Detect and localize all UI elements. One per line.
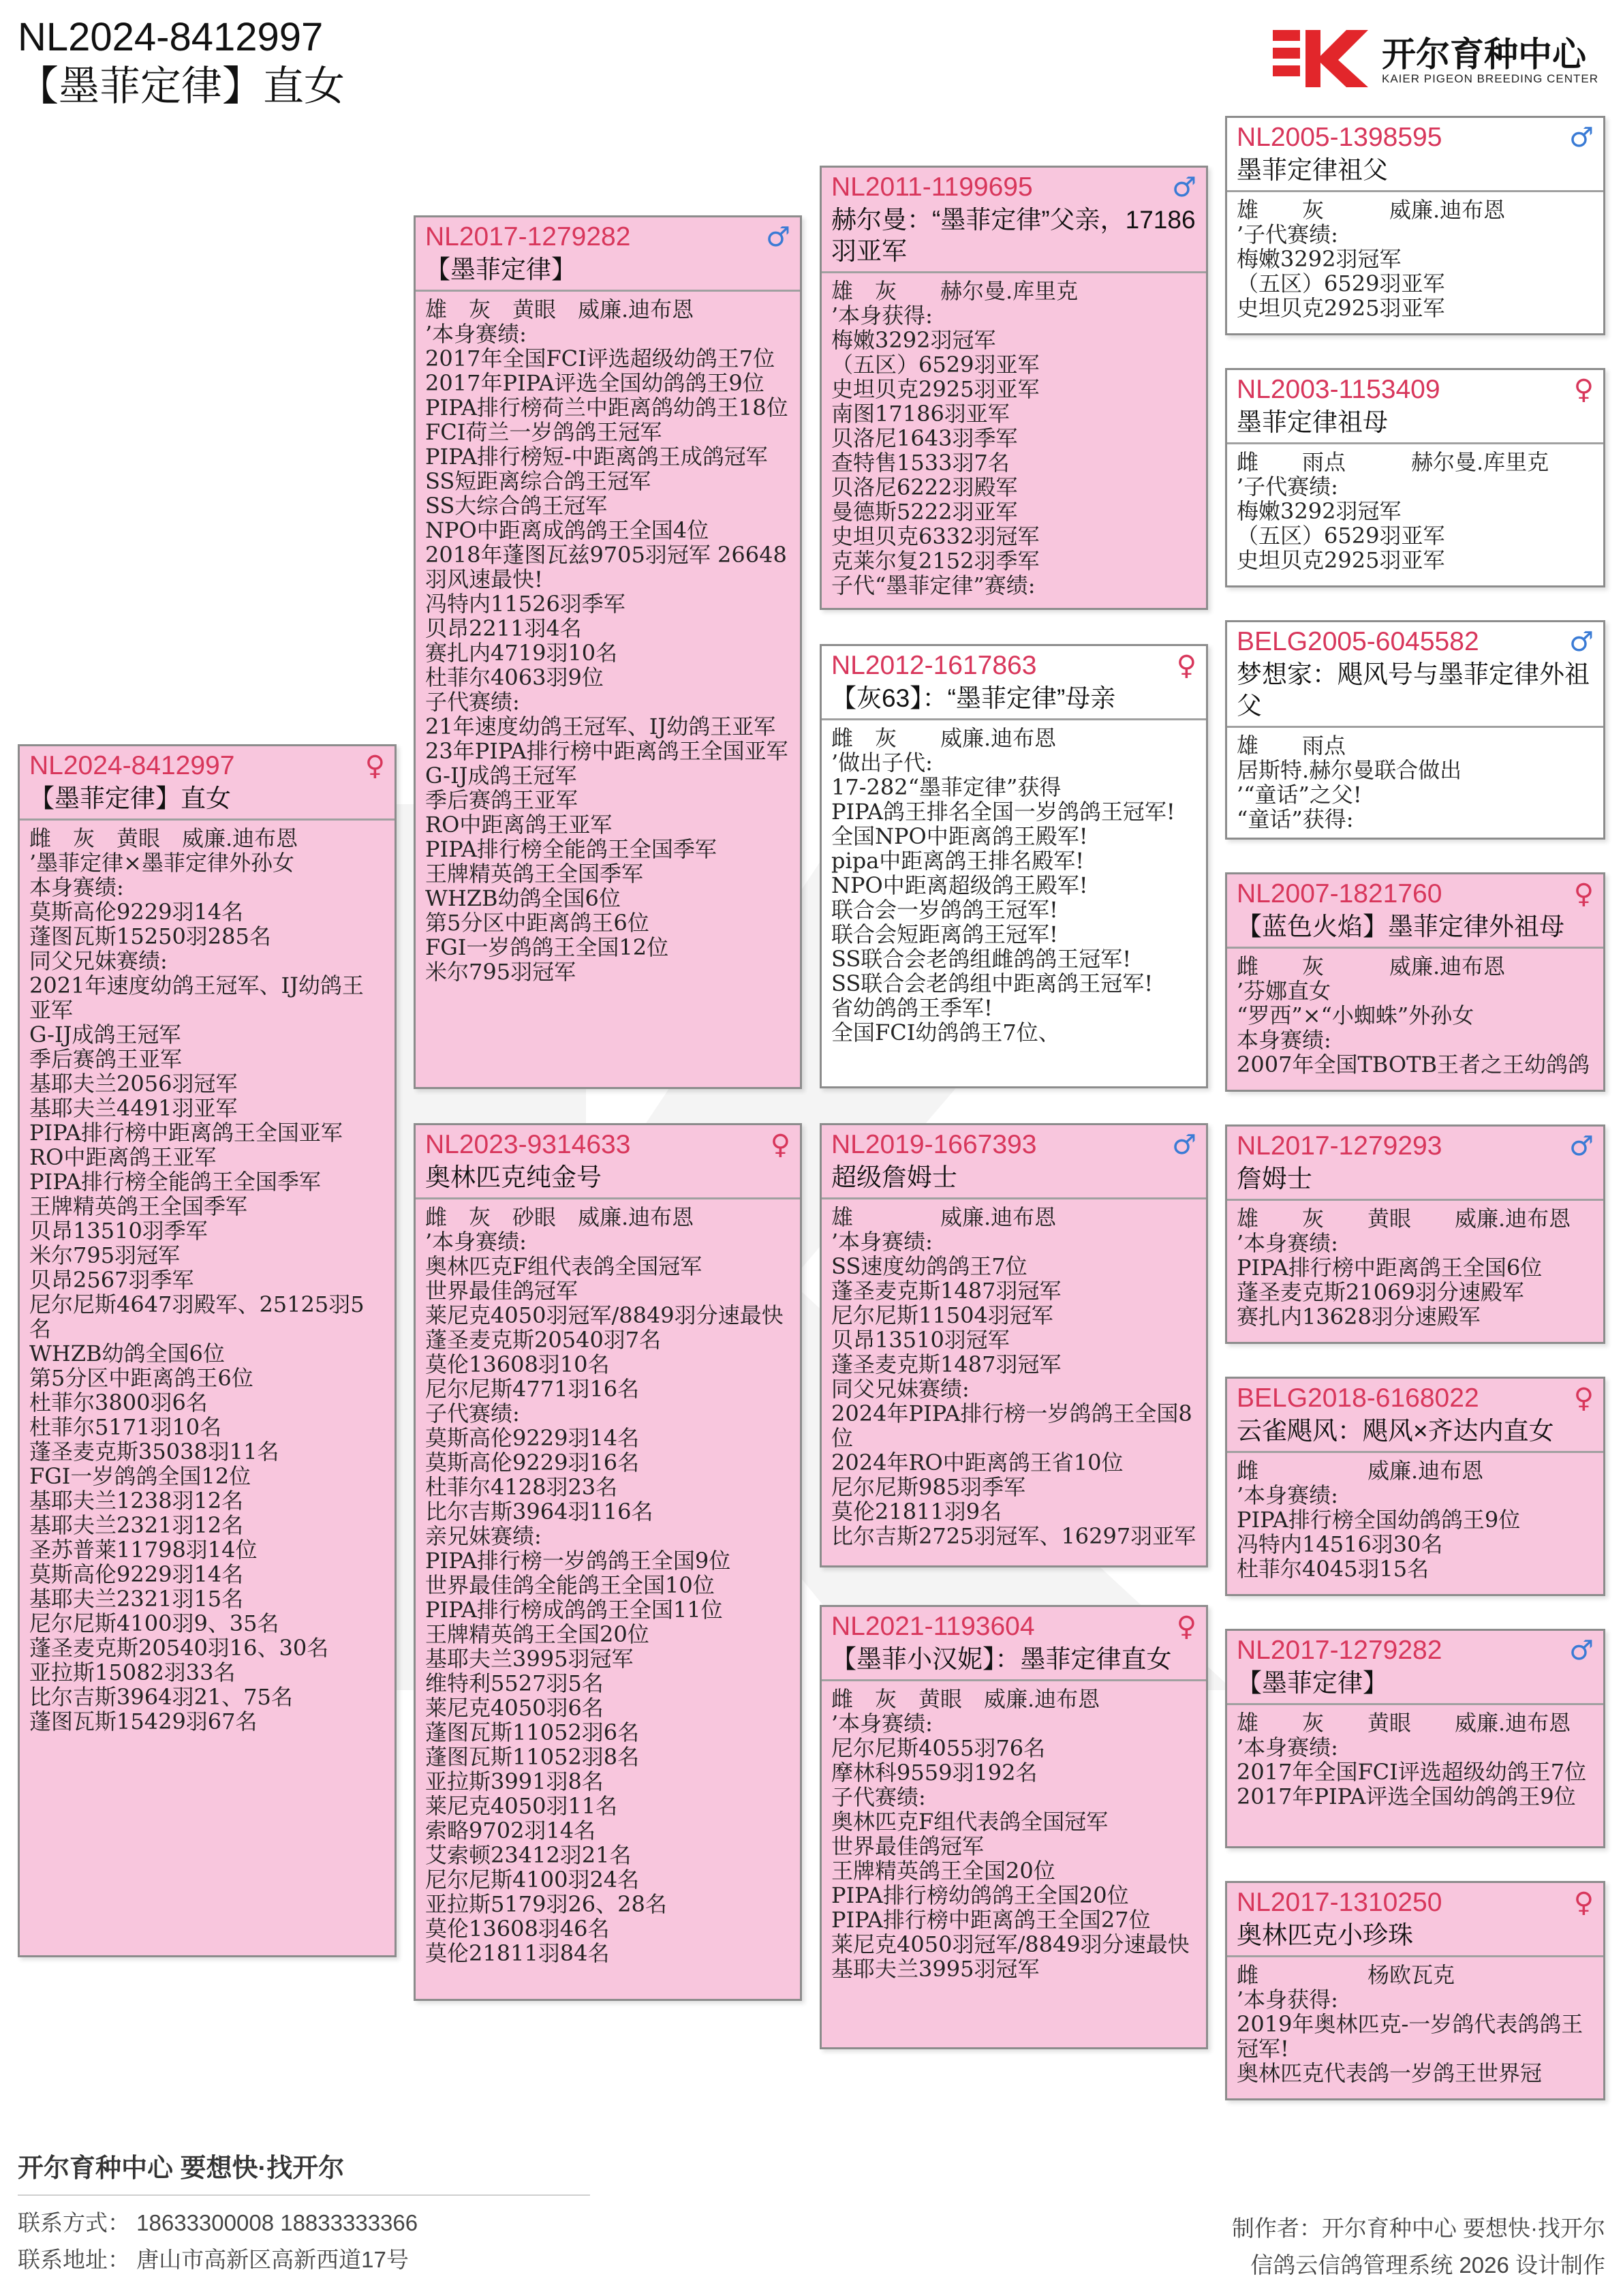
record-line: 居斯特.赫尔曼联合做出 bbox=[1237, 757, 1462, 783]
card-header bbox=[822, 1125, 1206, 1199]
pedigree-card-sire-sire[interactable] bbox=[820, 166, 1208, 610]
card-body bbox=[1227, 444, 1603, 572]
record-line: 贝昂2211羽4名 bbox=[425, 615, 582, 641]
record-line: SS联合会老鸽组中距离鸽王冠军! bbox=[831, 970, 1154, 996]
record-line: ’子代赛绩: bbox=[1237, 474, 1338, 500]
record-line: ’“童话”之父! bbox=[1237, 782, 1362, 808]
record-line: pipa中距离鸽王排名殿军! bbox=[831, 848, 1085, 874]
record-line: 2017年PIPA评选全国幼鸽鸽王9位 bbox=[425, 370, 764, 396]
pedigree-card-sss[interactable] bbox=[1225, 116, 1605, 335]
record-line: 2021年速度幼鸽王冠军、IJ幼鸽王亚军 bbox=[29, 973, 364, 1023]
record-line: 冯特内11526羽季军 bbox=[425, 591, 625, 617]
record-line: 杜菲尔4045羽15名 bbox=[1237, 1556, 1429, 1582]
ring-number: NL2011-1199695 bbox=[831, 172, 1033, 202]
record-line: 全国FCI幼鸽鸽王7位、 bbox=[831, 1020, 1060, 1045]
record-line: 莱尼克4050羽6名 bbox=[425, 1695, 604, 1721]
record-line: 雌 灰 威廉.迪布恩 bbox=[831, 725, 1057, 751]
ring-number: BELG2005-6045582 bbox=[1237, 627, 1479, 656]
record-line: （五区）6529羽亚军 bbox=[831, 352, 1040, 378]
record-line: 2024年RO中距离鸽王省10位 bbox=[831, 1450, 1124, 1475]
record-line: 雄 灰 黄眼 威廉.迪布恩 bbox=[1237, 1710, 1571, 1736]
record-line: G-IJ成鸽王冠军 bbox=[29, 1022, 181, 1047]
record-line: 比尔吉斯2725羽冠军、16297羽亚军 bbox=[831, 1523, 1196, 1549]
brand-name-en: KAIER PIGEON BREEDING CENTER bbox=[1382, 72, 1598, 85]
pedigree-card-dam[interactable] bbox=[414, 1123, 802, 2001]
pedigree-card-dss[interactable] bbox=[1225, 1124, 1605, 1344]
record-line: RO中距离鸽王亚军 bbox=[425, 812, 613, 838]
record-line: FCI荷兰一岁鸽鸽王冠军 bbox=[425, 419, 662, 445]
record-line: 雄 灰 黄眼 威廉.迪布恩 bbox=[1237, 1206, 1571, 1231]
record-line: 王牌精英鸽王全国20位 bbox=[831, 1858, 1055, 1884]
card-header bbox=[20, 746, 395, 821]
card-body bbox=[822, 273, 1206, 598]
record-line: 莫斯高伦9229羽16名 bbox=[425, 1450, 640, 1475]
card-body bbox=[1227, 1201, 1603, 1329]
record-line: 雌 灰 威廉.迪布恩 bbox=[1237, 953, 1506, 979]
card-body bbox=[822, 1681, 1206, 1981]
card-body bbox=[416, 1199, 800, 1965]
card-body bbox=[1227, 949, 1603, 1077]
record-line: 南图17186羽亚军 bbox=[831, 401, 1010, 427]
record-line: ’本身赛绩: bbox=[831, 1711, 933, 1736]
record-line: WHZB幼鸽全国6位 bbox=[29, 1341, 225, 1366]
record-line: 米尔795羽冠军 bbox=[29, 1242, 181, 1268]
record-line: 史坦贝克2925羽亚军 bbox=[1237, 295, 1445, 321]
record-line: 2017年PIPA评选全国幼鸽鸽王9位 bbox=[1237, 1784, 1576, 1809]
record-line: 杜菲尔4063羽9位 bbox=[425, 664, 604, 690]
record-line: 蓬图瓦斯15250羽285名 bbox=[29, 923, 271, 949]
card-header bbox=[1227, 1883, 1603, 1957]
pigeon-name: 梦想家：飓风号与墨菲定律外祖父 bbox=[1237, 660, 1590, 720]
record-line: 第5分区中距离鸽王6位 bbox=[425, 910, 649, 936]
card-body bbox=[20, 821, 395, 1734]
record-line: ’本身获得: bbox=[1237, 1987, 1338, 2012]
female-sex-icon: ♀ bbox=[1573, 1383, 1594, 1414]
record-line: 2007年全国TBOTB王者之王幼鸽鸽 bbox=[1237, 1052, 1590, 1077]
footer-address: 联系地址： 唐山市高新区高新西道17号 bbox=[18, 2247, 409, 2272]
male-sex-icon: ♂ bbox=[1569, 1635, 1594, 1666]
record-line: 梅嫩3292羽冠军 bbox=[1237, 498, 1402, 524]
ring-number: NL2017-1279293 bbox=[1237, 1131, 1442, 1161]
record-line: 比尔吉斯3964羽116名 bbox=[425, 1499, 653, 1525]
record-line: 23年PIPA排行榜中距离鸽王全国亚军 bbox=[425, 738, 788, 764]
card-body bbox=[1227, 192, 1603, 320]
ring-number: NL2005-1398595 bbox=[1237, 123, 1442, 152]
record-line: 摩林科9559羽192名 bbox=[831, 1760, 1038, 1786]
pigeon-name: 墨菲定律祖父 bbox=[1237, 156, 1388, 184]
card-header bbox=[822, 1607, 1206, 1681]
record-line: 史坦贝克2925羽亚军 bbox=[831, 376, 1040, 402]
record-line: 本身赛绩: bbox=[1237, 1027, 1331, 1053]
female-sex-icon: ♀ bbox=[1176, 650, 1196, 682]
record-line: 雄 雨点 bbox=[1237, 733, 1346, 759]
page-ring-number: NL2024-8412997 bbox=[18, 15, 324, 59]
record-line: PIPA排行榜中距离鸽王全国亚军 bbox=[29, 1120, 343, 1146]
footer-system: 信鸽云信鸽管理系统 2026 设计制作 bbox=[1250, 2252, 1605, 2278]
record-line: （五区）6529羽亚军 bbox=[1237, 523, 1445, 549]
record-line: 梅嫩3292羽冠军 bbox=[1237, 246, 1402, 272]
record-line: 圣苏普莱11798羽14位 bbox=[29, 1537, 258, 1563]
pigeon-name: 奥林匹克纯金号 bbox=[425, 1163, 602, 1191]
record-line: 莫斯高伦9229羽14名 bbox=[29, 1561, 244, 1587]
record-line: （五区）6529羽亚军 bbox=[1237, 271, 1445, 296]
record-line: 雌 灰 砂眼 威廉.迪布恩 bbox=[425, 1204, 694, 1230]
record-line: 基耶夫兰2056羽冠军 bbox=[29, 1071, 238, 1097]
record-line: PIPA排行榜荷兰中距离鸽幼鸽王18位 bbox=[425, 395, 788, 420]
record-line: 雌 灰 黄眼 威廉.迪布恩 bbox=[29, 825, 298, 851]
record-line: 赛扎内13628羽分速殿军 bbox=[1237, 1304, 1481, 1330]
record-line: 同父兄妹赛绩: bbox=[29, 948, 168, 974]
record-line: 贝洛尼1643羽季军 bbox=[831, 425, 1018, 451]
record-line: PIPA排行榜中距离鸽王全国6位 bbox=[1237, 1255, 1543, 1281]
ring-number: NL2017-1279282 bbox=[425, 222, 631, 251]
pedigree-card-sdd[interactable] bbox=[1225, 872, 1605, 1092]
record-line: 子代“墨菲定律”赛绩: bbox=[831, 572, 1036, 598]
record-line: 子代赛绩: bbox=[425, 689, 520, 715]
record-line: 同父兄妹赛绩: bbox=[831, 1376, 970, 1402]
record-line: 尼尔尼斯4100羽24名 bbox=[425, 1867, 640, 1893]
record-line: 莱尼克4050羽冠军/8849羽分速最快 bbox=[425, 1302, 784, 1328]
record-line: 蓬圣麦克斯1487羽冠军 bbox=[831, 1351, 1062, 1377]
page-title: 【墨菲定律】直女 bbox=[18, 63, 345, 109]
record-line: ’本身赛绩: bbox=[425, 321, 527, 347]
ring-number: NL2003-1153409 bbox=[1237, 375, 1440, 404]
card-header bbox=[1227, 1127, 1603, 1201]
pedigree-card-dam-sire[interactable] bbox=[820, 1123, 1208, 1567]
record-line: 季后赛鸽王亚军 bbox=[29, 1046, 183, 1072]
record-line: ’墨菲定律×墨菲定律外孙女 bbox=[29, 850, 294, 876]
card-header bbox=[822, 646, 1206, 720]
card-header bbox=[822, 168, 1206, 273]
record-line: 尼尔尼斯11504羽冠军 bbox=[831, 1302, 1053, 1328]
record-line: G-IJ成鸽王冠军 bbox=[425, 763, 577, 789]
ring-number: NL2017-1279282 bbox=[1237, 1636, 1442, 1665]
female-sex-icon: ♀ bbox=[1573, 878, 1594, 910]
card-body bbox=[1227, 728, 1603, 831]
record-line: 蓬圣麦克斯20540羽7名 bbox=[425, 1327, 662, 1353]
record-line: 尼尔尼斯4100羽9、35名 bbox=[29, 1610, 279, 1636]
pigeon-name: 赫尔曼：“墨菲定律”父亲，17186羽亚军 bbox=[831, 206, 1196, 265]
record-line: 蓬圣麦克斯21069羽分速殿军 bbox=[1237, 1279, 1524, 1305]
record-line: 雄 灰 黄眼 威廉.迪布恩 bbox=[425, 296, 694, 322]
pigeon-name: 【墨菲小汉妮】：墨菲定律直女 bbox=[831, 1645, 1172, 1673]
card-body bbox=[822, 1199, 1206, 1548]
record-line: 亚拉斯15082羽33名 bbox=[29, 1659, 236, 1685]
male-sex-icon: ♂ bbox=[1569, 1131, 1594, 1162]
record-line: 基耶夫兰3995羽冠军 bbox=[831, 1956, 1040, 1982]
record-line: ’本身赛绩: bbox=[1237, 1482, 1338, 1508]
ring-number: NL2021-1193604 bbox=[831, 1612, 1035, 1641]
record-line: 雄 威廉.迪布恩 bbox=[831, 1204, 1057, 1230]
record-line: 冯特内14516羽30名 bbox=[1237, 1531, 1443, 1557]
ring-number: NL2017-1310250 bbox=[1237, 1888, 1442, 1917]
record-line: 世界最佳鸽全能鸽王全国10位 bbox=[425, 1572, 715, 1598]
record-line: 史坦贝克2925羽亚军 bbox=[1237, 547, 1445, 573]
card-body bbox=[1227, 1957, 1603, 2085]
card-body bbox=[416, 292, 800, 984]
record-line: 第5分区中距离鸽王6位 bbox=[29, 1365, 253, 1391]
female-sex-icon: ♀ bbox=[365, 750, 385, 782]
record-line: PIPA鸽王排名全国一岁鸽鸽王冠军! bbox=[831, 799, 1175, 825]
record-line: PIPA排行榜全能鸽王全国季军 bbox=[29, 1169, 321, 1195]
record-line: 莫伦13608羽46名 bbox=[425, 1916, 610, 1942]
record-line: 子代赛绩: bbox=[831, 1784, 926, 1810]
card-body bbox=[822, 720, 1206, 1045]
pigeon-name: 云雀飓风：飓风×齐达内直女 bbox=[1237, 1417, 1554, 1445]
record-line: 世界最佳鸽冠军 bbox=[425, 1278, 578, 1304]
record-line: 蓬圣麦克斯1487羽冠军 bbox=[831, 1278, 1062, 1304]
ring-number: NL2024-8412997 bbox=[29, 751, 235, 780]
record-line: 2017年全国FCI评选超级幼鸽王7位 bbox=[1237, 1759, 1587, 1785]
record-line: PIPA排行榜一岁鸽鸽王全国9位 bbox=[425, 1548, 731, 1574]
male-sex-icon: ♂ bbox=[1569, 626, 1594, 658]
pedigree-card-dsd[interactable] bbox=[1225, 1377, 1605, 1596]
record-line: 2024年PIPA排行榜一岁鸽鸽王全国8位 bbox=[831, 1400, 1192, 1451]
record-line: 莱尼克4050羽11名 bbox=[425, 1793, 618, 1819]
brand-name: 开尔育种中心 bbox=[1382, 35, 1586, 74]
record-line: 亚拉斯5179羽26、28名 bbox=[425, 1891, 667, 1917]
pigeon-name: 超级詹姆士 bbox=[831, 1163, 957, 1191]
footer-divider bbox=[18, 2194, 590, 2196]
pedigree-card-dds[interactable] bbox=[1225, 1629, 1605, 1848]
pigeon-name: 奥林匹克小珍珠 bbox=[1237, 1921, 1413, 1949]
record-line: 尼尔尼斯4055羽76名 bbox=[831, 1735, 1046, 1761]
pedigree-card-ddd[interactable] bbox=[1225, 1881, 1605, 2100]
card-header bbox=[1227, 370, 1603, 444]
record-line: 杜菲尔3800羽6名 bbox=[29, 1390, 208, 1415]
record-line: 梅嫩3292羽冠军 bbox=[831, 327, 996, 353]
female-sex-icon: ♀ bbox=[1573, 374, 1594, 405]
brand-logo bbox=[1273, 25, 1607, 93]
record-line: 本身赛绩: bbox=[29, 874, 124, 900]
record-line: 蓬圣麦克斯35038羽11名 bbox=[29, 1439, 279, 1465]
ring-number: NL2012-1617863 bbox=[831, 651, 1037, 680]
female-sex-icon: ♀ bbox=[1573, 1887, 1594, 1918]
record-line: ’本身赛绩: bbox=[1237, 1230, 1338, 1256]
record-line: RO中距离鸽王亚军 bbox=[29, 1144, 217, 1170]
record-line: ’做出子代: bbox=[831, 750, 933, 776]
record-line: 联合会短距离鸽王冠军! bbox=[831, 921, 1058, 947]
record-line: ’子代赛绩: bbox=[1237, 221, 1338, 247]
record-line: FGI一岁鸽鸽全国12位 bbox=[29, 1463, 251, 1489]
record-line: 亚拉斯3991羽8名 bbox=[425, 1769, 604, 1794]
footer-brand: 开尔育种中心 要想快·找开尔 bbox=[18, 2154, 345, 2183]
record-line: PIPA排行榜成鸽鸽王全国11位 bbox=[425, 1597, 723, 1623]
record-line: 雌 雨点 赫尔曼.库里克 bbox=[1237, 449, 1549, 475]
record-line: 王牌精英鸽王全国季军 bbox=[29, 1193, 248, 1219]
female-sex-icon: ♀ bbox=[770, 1129, 790, 1161]
pedigree-card-subject[interactable] bbox=[18, 744, 397, 1957]
card-body bbox=[1227, 1453, 1603, 1581]
pigeon-name: 詹姆士 bbox=[1237, 1165, 1312, 1193]
card-header bbox=[1227, 1379, 1603, 1453]
record-line: 奥林匹克F组代表鸽全国冠军 bbox=[831, 1809, 1109, 1835]
record-line: PIPA排行榜全国幼鸽鸽王9位 bbox=[1237, 1507, 1521, 1533]
card-header bbox=[416, 1125, 800, 1199]
record-line: 史坦贝克6332羽冠军 bbox=[831, 523, 1040, 549]
record-line: 尼尔尼斯985羽季军 bbox=[831, 1474, 1026, 1500]
record-line: 比尔吉斯3964羽21、75名 bbox=[29, 1684, 293, 1710]
pigeon-name: 【墨菲定律】 bbox=[1237, 1669, 1388, 1697]
record-line: 莫斯高伦9229羽14名 bbox=[29, 899, 244, 925]
record-line: ’本身获得: bbox=[831, 303, 933, 328]
ring-number: BELG2018-6168022 bbox=[1237, 1383, 1479, 1413]
record-line: PIPA排行榜中距离鸽王全国27位 bbox=[831, 1907, 1151, 1933]
pigeon-name: 【蓝色火焰】墨菲定律外祖母 bbox=[1237, 913, 1564, 940]
record-line: 莫伦21811羽84名 bbox=[425, 1940, 610, 1966]
record-line: SS联合会老鸽组雌鸽鸽王冠军! bbox=[831, 946, 1132, 972]
record-line: 省幼鸽鸽王季军! bbox=[831, 995, 993, 1021]
record-line: 奥林匹克代表鸽一岁鸽王世界冠 bbox=[1237, 2060, 1543, 2086]
male-sex-icon: ♂ bbox=[1569, 122, 1594, 153]
record-line: 雄 灰 赫尔曼.库里克 bbox=[831, 278, 1079, 304]
record-line: 全国NPO中距离鸽王殿军! bbox=[831, 823, 1088, 849]
record-line: 蓬圣麦克斯20540羽16、30名 bbox=[29, 1635, 329, 1661]
record-line: “罗西”×“小蜘蛛”外孙女 bbox=[1237, 1002, 1474, 1028]
record-line: 基耶夫兰2321羽15名 bbox=[29, 1586, 244, 1612]
record-line: 维特利5527羽5名 bbox=[425, 1670, 604, 1696]
record-line: 王牌精英鸽王全国20位 bbox=[425, 1621, 649, 1647]
pigeon-name: 【灰63】：“墨菲定律”母亲 bbox=[831, 684, 1116, 712]
pedigree-card-sds[interactable] bbox=[1225, 620, 1605, 840]
record-line: 贝昂13510羽冠军 bbox=[831, 1327, 1010, 1353]
pedigree-card-dam-dam[interactable] bbox=[820, 1605, 1208, 2049]
pigeon-name: 【墨菲定律】 bbox=[425, 256, 576, 284]
record-line: WHZB幼鸽全国6位 bbox=[425, 885, 621, 911]
record-line: 莫伦21811羽9名 bbox=[831, 1499, 1002, 1525]
male-sex-icon: ♂ bbox=[1172, 172, 1196, 203]
record-line: NPO中距离超级鸽王殿军! bbox=[831, 872, 1088, 898]
ring-number: NL2019-1667393 bbox=[831, 1130, 1037, 1159]
kaier-logo-icon bbox=[1273, 25, 1375, 93]
record-line: 2018年蓬图瓦兹9705羽冠军 26648羽风速最快! bbox=[425, 542, 787, 592]
record-line: 杜菲尔5171羽10名 bbox=[29, 1414, 222, 1440]
male-sex-icon: ♂ bbox=[1172, 1129, 1196, 1161]
record-line: 艾索顿23412羽21名 bbox=[425, 1842, 632, 1868]
card-header bbox=[416, 217, 800, 292]
record-line: 杜菲尔4128羽23名 bbox=[425, 1474, 618, 1500]
record-line: 贝昂2567羽季军 bbox=[29, 1267, 194, 1293]
ring-number: NL2023-9314633 bbox=[425, 1130, 631, 1159]
record-line: FGI一岁鸽鸽王全国12位 bbox=[425, 934, 669, 960]
pigeon-name: 墨菲定律祖母 bbox=[1237, 408, 1388, 436]
record-line: 尼尔尼斯4771羽16名 bbox=[425, 1376, 640, 1402]
record-line: “童话”获得: bbox=[1237, 806, 1354, 832]
record-line: PIPA排行榜幼鸽鸽王全国20位 bbox=[831, 1882, 1129, 1908]
record-line: 2019年奥林匹克-一岁鸽代表鸽鸽王冠军! bbox=[1237, 2011, 1583, 2062]
record-line: 基耶夫兰1238羽12名 bbox=[29, 1488, 244, 1514]
record-line: 雌 灰 黄眼 威廉.迪布恩 bbox=[831, 1686, 1100, 1712]
record-line: 莫斯高伦9229羽14名 bbox=[425, 1425, 640, 1451]
record-line: 雌 威廉.迪布恩 bbox=[1237, 1458, 1484, 1484]
card-body bbox=[1227, 1705, 1603, 1809]
record-line: 赛扎内4719羽10名 bbox=[425, 640, 618, 666]
record-line: PIPA排行榜短-中距离鸽王成鸽冠军 bbox=[425, 444, 768, 470]
record-line: 克莱尔复2152羽季军 bbox=[831, 548, 1040, 574]
record-line: ’本身赛绩: bbox=[1237, 1734, 1338, 1760]
record-line: 雄 灰 威廉.迪布恩 bbox=[1237, 197, 1506, 223]
record-line: 季后赛鸽王亚军 bbox=[425, 787, 578, 813]
record-line: 莫伦13608羽10名 bbox=[425, 1351, 610, 1377]
record-line: 基耶夫兰3995羽冠军 bbox=[425, 1646, 634, 1672]
pigeon-name: 【墨菲定律】直女 bbox=[29, 784, 231, 812]
record-line: 王牌精英鸽王全国季军 bbox=[425, 861, 644, 887]
record-line: 21年速度幼鸽王冠军、IJ幼鸽王亚军 bbox=[425, 714, 776, 739]
record-line: 曼德斯5222羽亚军 bbox=[831, 499, 1018, 525]
record-line: 2017年全国FCI评选超级幼鸽王7位 bbox=[425, 346, 775, 371]
record-line: PIPA排行榜全能鸽王全国季军 bbox=[425, 836, 717, 862]
record-line: 世界最佳鸽冠军 bbox=[831, 1833, 985, 1859]
record-line: 尼尔尼斯4647羽殿军、25125羽5名 bbox=[29, 1291, 365, 1342]
record-line: 蓬图瓦斯11052羽8名 bbox=[425, 1744, 640, 1770]
record-line: ’本身赛绩: bbox=[831, 1229, 933, 1255]
pedigree-card-ssd[interactable] bbox=[1225, 368, 1605, 587]
pedigree-card-sire[interactable] bbox=[414, 215, 802, 1089]
record-line: ’芬娜直女 bbox=[1237, 978, 1331, 1004]
record-line: 基耶夫兰4491羽亚军 bbox=[29, 1095, 238, 1121]
footer-contact: 联系方式： 18633300008 18833333366 bbox=[18, 2210, 418, 2235]
male-sex-icon: ♂ bbox=[766, 221, 790, 253]
record-line: 基耶夫兰2321羽12名 bbox=[29, 1512, 244, 1538]
record-line: SS大综合鸽王冠军 bbox=[425, 493, 608, 519]
record-line: 索略9702羽14名 bbox=[425, 1818, 596, 1843]
footer-maker: 制作者：开尔育种中心 要想快·找开尔 bbox=[1231, 2216, 1605, 2241]
record-line: SS短距离综合鸽王冠军 bbox=[425, 468, 651, 494]
record-line: NPO中距离成鸽鸽王全国4位 bbox=[425, 517, 709, 543]
pedigree-card-sire-dam[interactable] bbox=[820, 644, 1208, 1088]
record-line: ’本身赛绩: bbox=[425, 1229, 527, 1255]
record-line: 联合会一岁鸽鸽王冠军! bbox=[831, 897, 1058, 923]
record-line: 子代赛绩: bbox=[425, 1400, 520, 1426]
record-line: 蓬图瓦斯15429羽67名 bbox=[29, 1709, 258, 1734]
card-header bbox=[1227, 874, 1603, 949]
ring-number: NL2007-1821760 bbox=[1237, 879, 1442, 908]
record-line: 亲兄妹赛绩: bbox=[425, 1523, 542, 1549]
card-header bbox=[1227, 118, 1603, 192]
record-line: 查特售1533羽7名 bbox=[831, 450, 1010, 476]
record-line: 雌 杨欧瓦克 bbox=[1237, 1962, 1455, 1988]
record-line: SS速度幼鸽鸽王7位 bbox=[831, 1253, 1027, 1279]
record-line: 莱尼克4050羽冠军/8849羽分速最快 bbox=[831, 1931, 1190, 1957]
record-line: 贝昂13510羽季军 bbox=[29, 1218, 208, 1244]
card-header bbox=[1227, 1631, 1603, 1705]
record-line: 奥林匹克F组代表鸽全国冠军 bbox=[425, 1253, 702, 1279]
card-header bbox=[1227, 622, 1603, 728]
female-sex-icon: ♀ bbox=[1176, 1611, 1196, 1642]
record-line: 贝洛尼6222羽殿军 bbox=[831, 474, 1018, 500]
record-line: 蓬图瓦斯11052羽6名 bbox=[425, 1719, 640, 1745]
record-line: 17-282“墨菲定律”获得 bbox=[831, 774, 1062, 800]
record-line: 米尔795羽冠军 bbox=[425, 959, 576, 985]
